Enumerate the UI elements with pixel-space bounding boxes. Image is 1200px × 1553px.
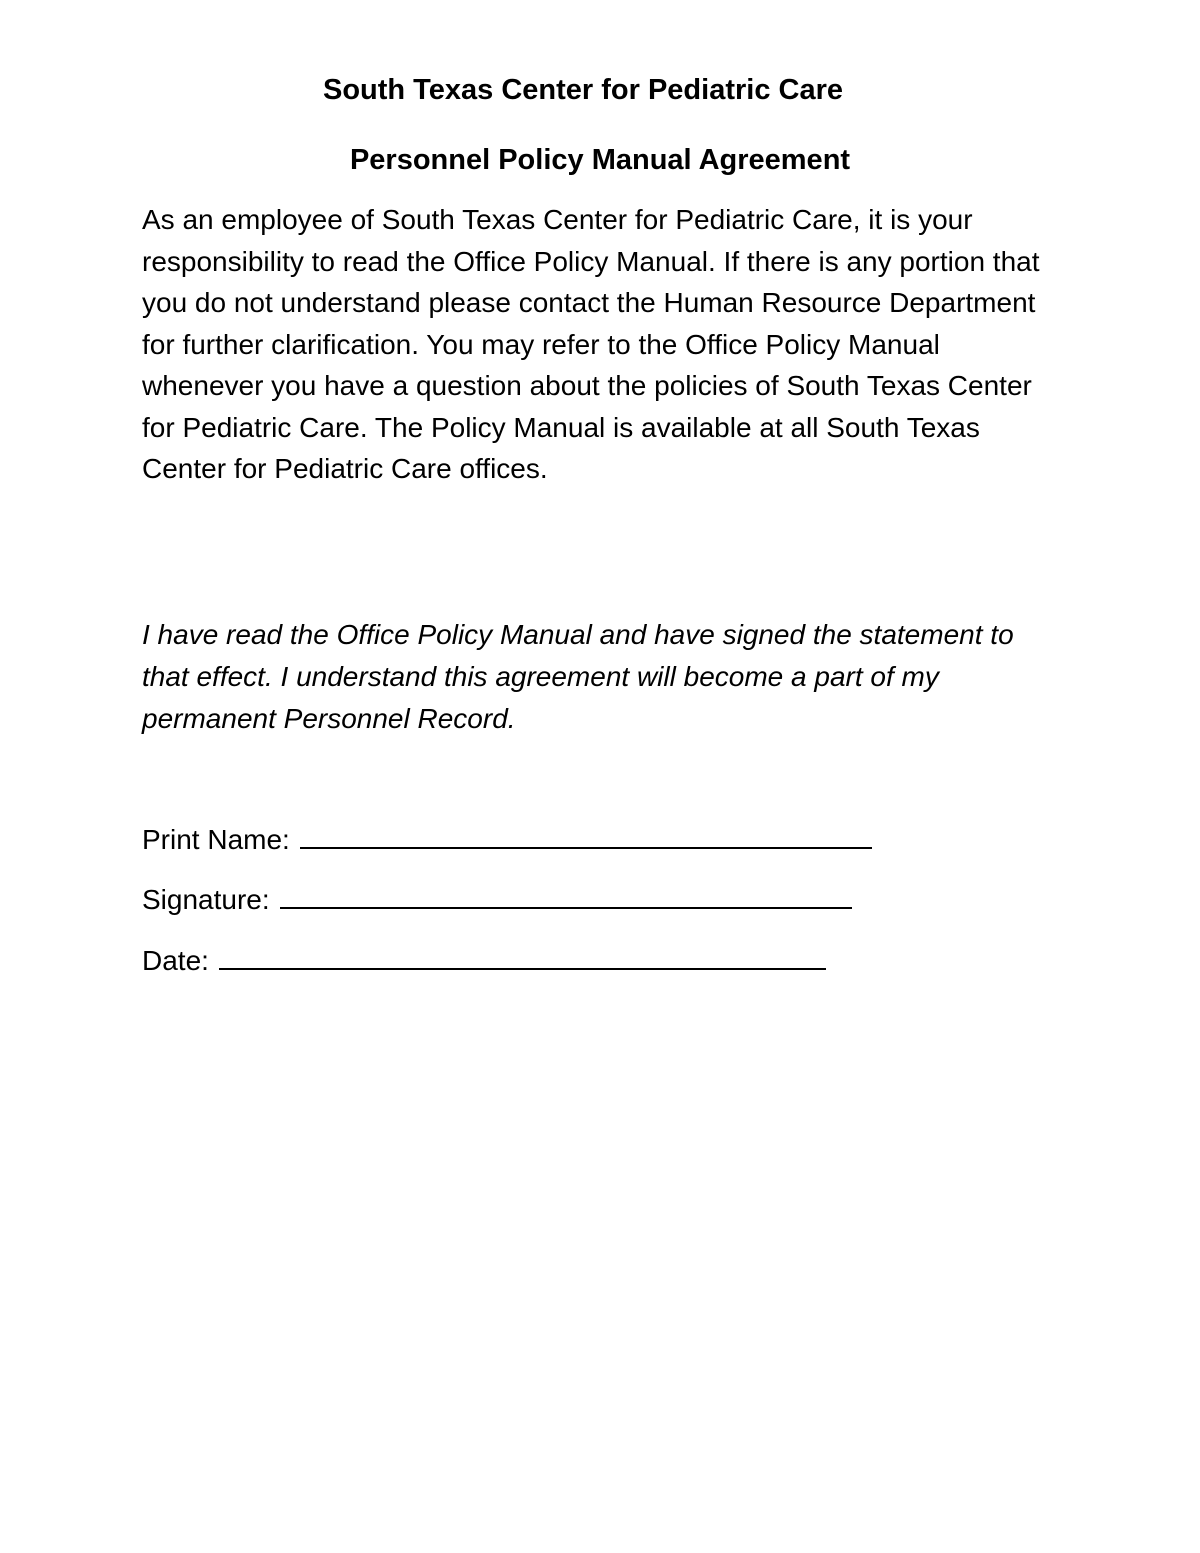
signature-blank-line xyxy=(280,885,852,909)
date-blank-line xyxy=(219,946,826,970)
acknowledgement-statement: I have read the Office Policy Manual and have signed the statement to that effect. I understand this agreement will become a part of my permanent Personnel Record. xyxy=(142,619,1014,734)
organization-title: South Texas Center for Pediatric Care xyxy=(322,74,843,106)
print-name-label: Print Name: xyxy=(142,824,290,855)
date-label: Date: xyxy=(142,945,209,976)
date-field xyxy=(142,943,826,979)
print-name-blank-line xyxy=(300,825,872,849)
policy-paragraph: As an employee of South Texas Center for Pediatric Care, it is your responsibility to read the Office Policy Manual. If there is any portion that you do not understand please contact the Human Resource Department for further clarification. You may refer to the Office Policy Manual whenever you have a question about the policies of South Texas Center for Pediatric Care. The Policy Manual is available at all South Texas Center for Pediatric Care offices. xyxy=(142,204,1040,484)
document-title: Personnel Policy Manual Agreement xyxy=(349,144,851,176)
signature-field xyxy=(142,882,852,918)
signature-label: Signature: xyxy=(142,884,270,915)
print-name-field xyxy=(142,822,872,858)
